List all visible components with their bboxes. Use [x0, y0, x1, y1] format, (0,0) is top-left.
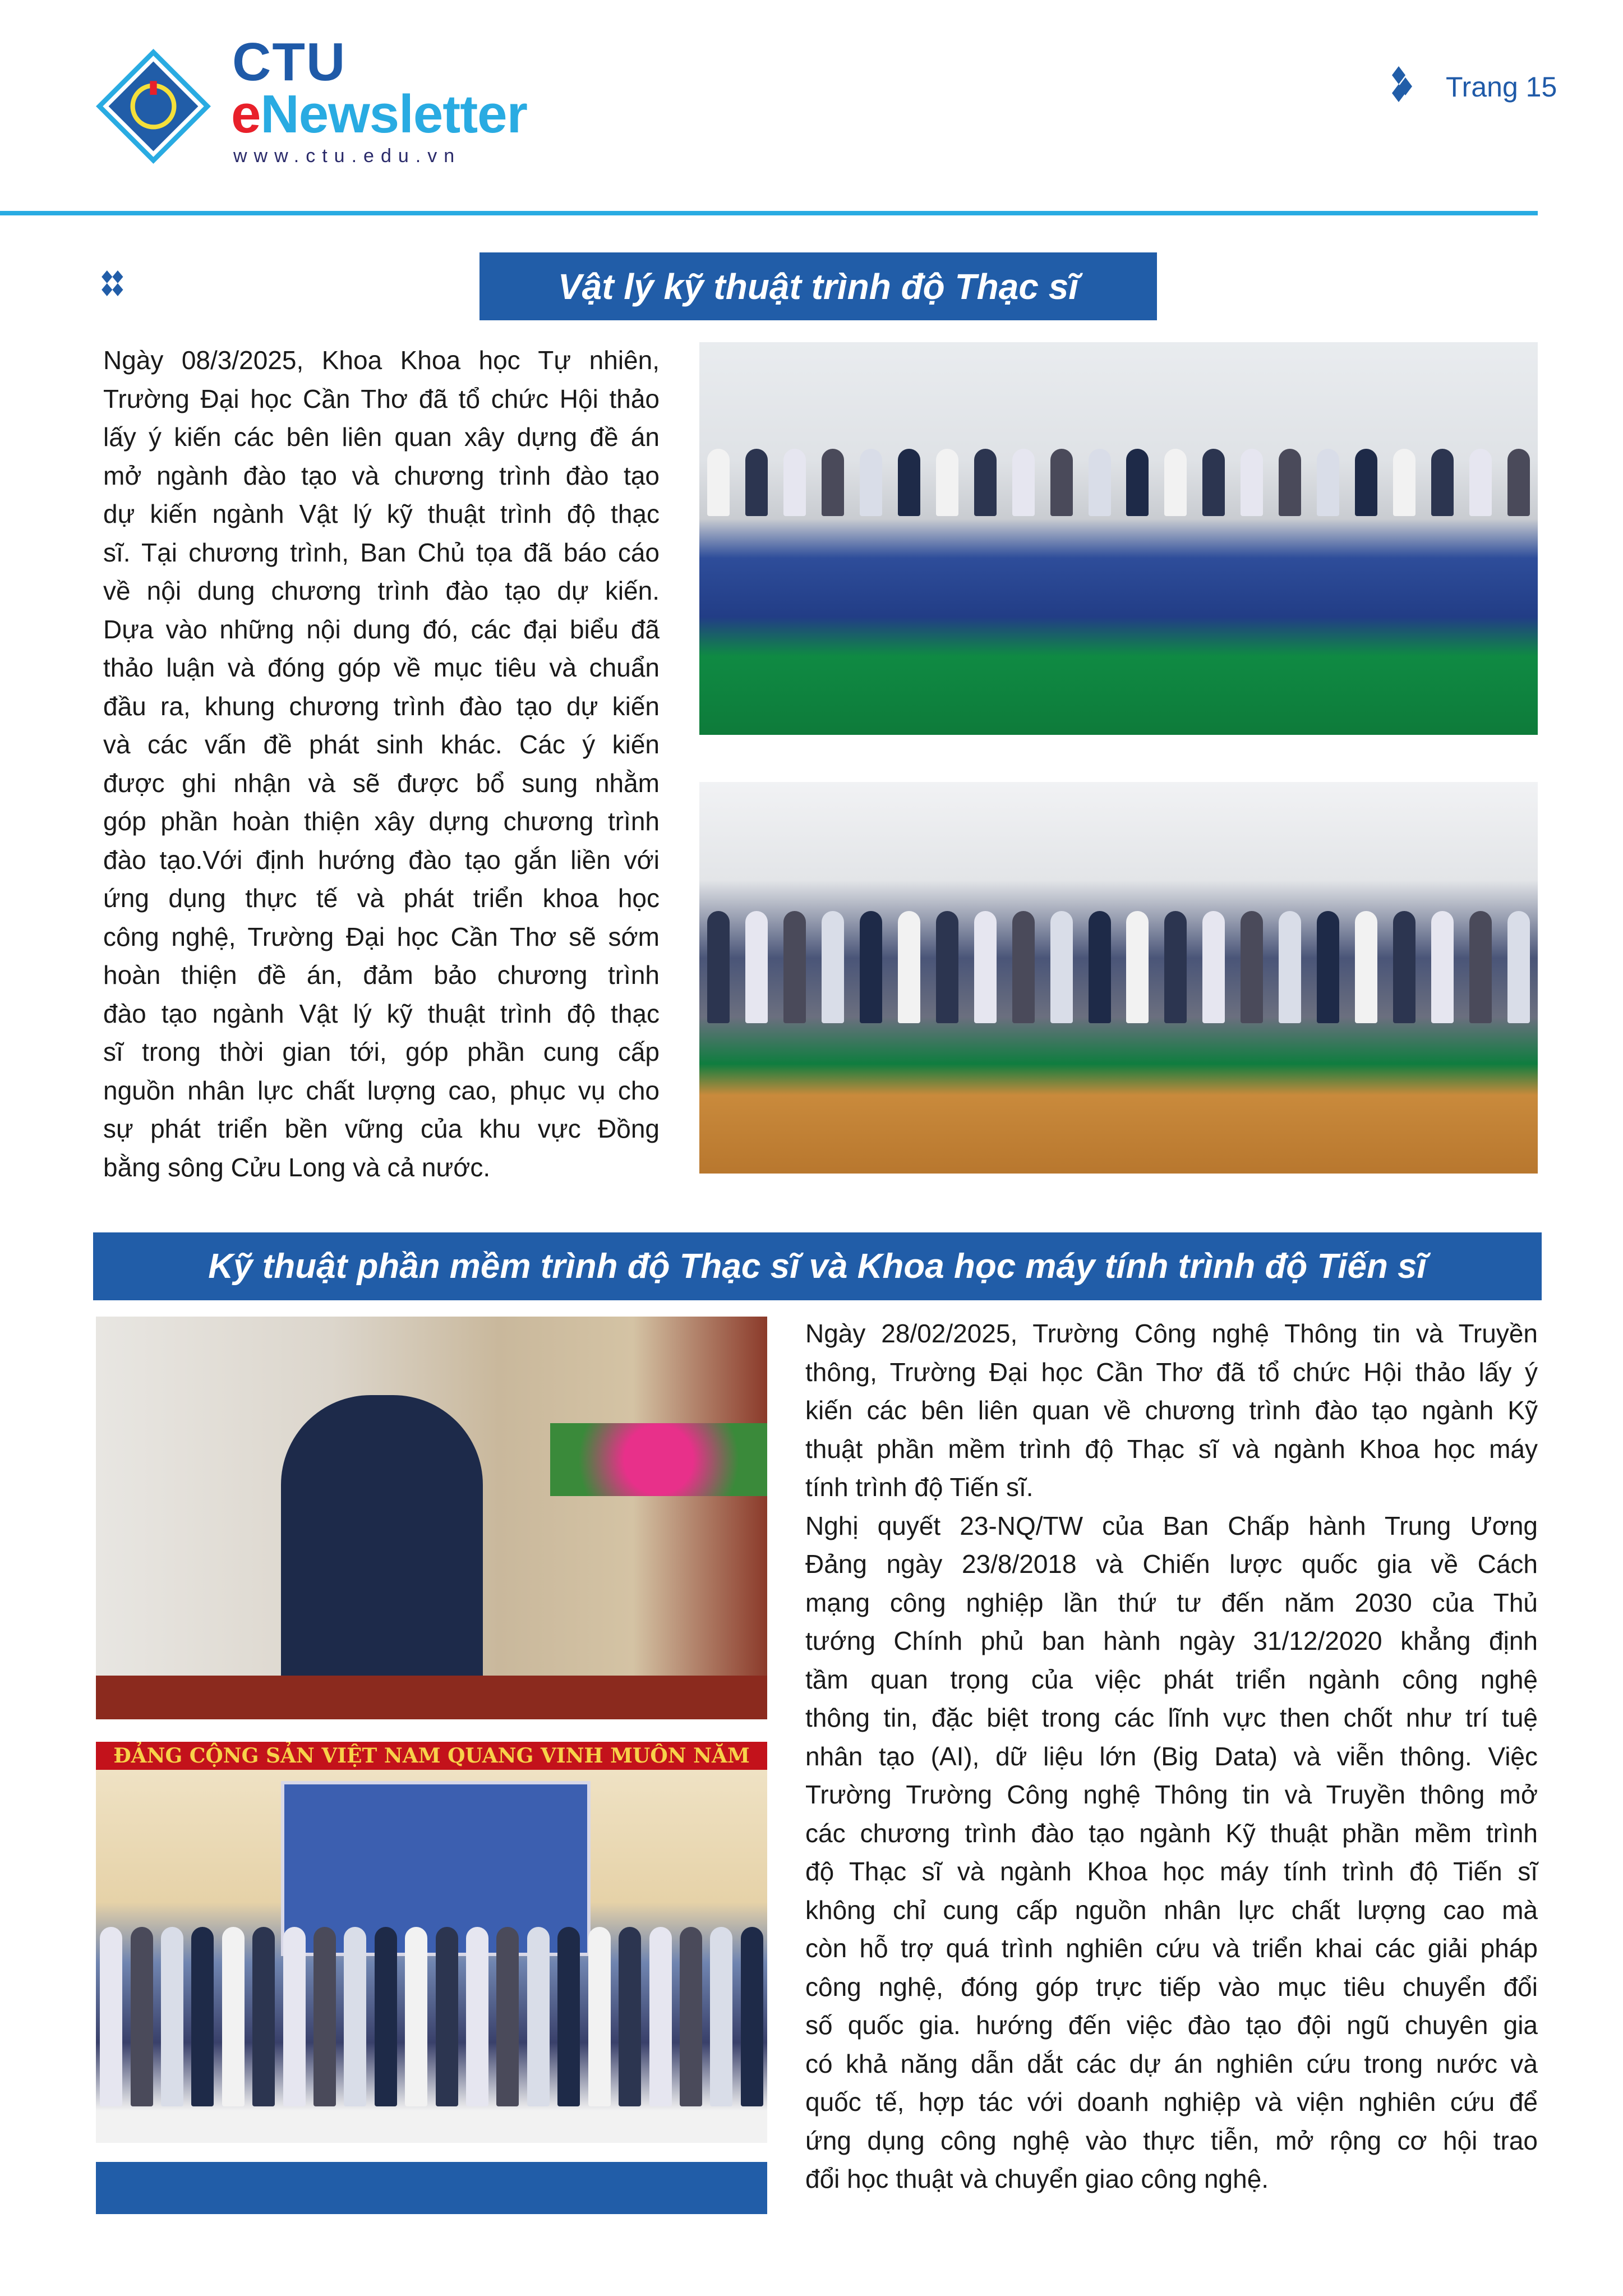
- person-figure: [588, 1927, 611, 2106]
- text-line: mở ngành đào tạo và chương trình đào tạo: [103, 461, 660, 490]
- person-figure: [707, 911, 730, 1023]
- text-line: tầm quan trọng của việc phát triển ngành công nghệ: [805, 1664, 1538, 1694]
- text-line: thông tin, đặc biệt trong các lĩnh vực then chốt như trí tuệ: [805, 1703, 1538, 1732]
- person-figure: [222, 1927, 245, 2106]
- text-line: quốc tế, hợp tác với doanh nghiệp và viện nghiên cứu để: [805, 2087, 1538, 2116]
- person-figure: [1317, 911, 1339, 1023]
- header-divider: [0, 211, 1538, 215]
- person-figure: [1126, 911, 1149, 1023]
- text-line: sĩ. Tại chương trình, Ban Chủ tọa đã báo cáo: [103, 537, 660, 567]
- photo-conference-seated: [699, 342, 1538, 735]
- person-figure: [1164, 449, 1187, 516]
- person-figure: [1355, 911, 1377, 1023]
- brand-ctu: CTU: [232, 32, 347, 92]
- photo-group-physics: [699, 782, 1538, 1174]
- text-line: tính trình độ Tiến sĩ.: [805, 1473, 1034, 1502]
- text-line: thuật phần mềm trình độ Thạc sĩ và ngành Khoa học máy: [805, 1434, 1538, 1464]
- person-figure: [745, 911, 768, 1023]
- person-figure: [527, 1927, 550, 2106]
- person-figure: [710, 1927, 732, 2106]
- person-figure: [436, 1927, 458, 2106]
- text-line: không chỉ cung cấp nguồn nhân lực chất lượng cao mà: [805, 1895, 1538, 1925]
- text-line: mạng công nghiệp lần thứ tư đến năm 2030 của Thủ: [805, 1588, 1538, 1617]
- text-line: đổi học thuật và chuyển giao công nghệ.: [805, 2164, 1269, 2193]
- article-text-software: [805, 1314, 1538, 2198]
- text-line: có khả năng dẫn dắt các dự án nghiên cứu trong nước và: [805, 2049, 1538, 2078]
- text-line: Ngày 08/3/2025, Khoa Khoa học Tự nhiên,: [103, 346, 660, 375]
- person-figure: [822, 911, 844, 1023]
- person-figure: [860, 911, 882, 1023]
- person-figure: [1469, 449, 1492, 516]
- person-figure: [1050, 911, 1073, 1023]
- speaker-figure: [281, 1395, 483, 1719]
- person-figure: [313, 1927, 336, 2106]
- person-figure: [1279, 911, 1301, 1023]
- text-line: đầu ra, khung chương trình đào tạo dự kiến: [103, 691, 660, 721]
- text-line: ứng dụng thực tế và phát triển khoa học: [103, 884, 660, 913]
- text-line: hoàn thiện đề án, đảm bảo chương trình: [103, 960, 660, 990]
- text-line: góp phần hoàn thiện xây dựng chương trình: [103, 807, 660, 836]
- text-line: sự phát triển bền vững của khu vực Đồng: [103, 1114, 660, 1143]
- decorative-bar: [96, 2162, 767, 2214]
- text-line: tướng Chính phủ ban hành ngày 31/12/2020 khẳng định: [805, 1626, 1538, 1655]
- diamond-cluster-icon: [100, 270, 133, 296]
- text-line: ứng dụng công nghệ vào thực tiễn, mở rộng cơ hội trao: [805, 2125, 1538, 2155]
- person-figure: [1012, 449, 1035, 516]
- person-figure: [1241, 449, 1263, 516]
- person-figure: [649, 1927, 672, 2106]
- person-figure: [741, 1927, 763, 2106]
- text-line: dự kiến ngành Vật lý kỹ thuật trình độ thạc: [103, 499, 660, 528]
- section-title-physics: Vật lý kỹ thuật trình độ Thạc sĩ: [479, 252, 1157, 320]
- brand-enewsletter: [231, 84, 527, 144]
- text-line: số quốc gia. hướng đến việc đào tạo đội ngũ chuyên gia: [805, 2010, 1538, 2040]
- text-line: về nội dung chương trình đào tạo dự kiến.: [103, 576, 660, 605]
- person-figure: [974, 449, 997, 516]
- text-line: đào tạo.Với định hướng đào tạo gắn liền với: [103, 845, 660, 875]
- person-figure: [898, 449, 920, 516]
- person-figure: [466, 1927, 488, 2106]
- person-figure: [1431, 449, 1454, 516]
- brand-newsletter: Newsletter: [260, 84, 527, 144]
- text-line: các chương trình đào tạo ngành Kỹ thuật phần mềm trình: [805, 1818, 1538, 1848]
- person-figure: [898, 911, 920, 1023]
- person-figure: [783, 911, 806, 1023]
- person-figure: [1164, 911, 1187, 1023]
- text-line: Trường Đại học Cần Thơ đã tổ chức Hội thảo: [103, 384, 660, 413]
- photo-speaker: [96, 1317, 767, 1719]
- person-figure: [1126, 449, 1149, 516]
- flowers: [550, 1423, 767, 1496]
- person-figure: [745, 449, 768, 516]
- person-figure: [619, 1927, 641, 2106]
- person-figure: [131, 1927, 153, 2106]
- text-line: thảo luận và đóng góp về mục tiêu và chuẩn: [103, 653, 660, 682]
- text-line: và các vấn đề phát sinh khác. Các ý kiến: [103, 730, 660, 759]
- person-figure: [1317, 449, 1339, 516]
- person-figure: [680, 1927, 702, 2106]
- person-figure: [496, 1927, 519, 2106]
- article-text-physics: [103, 341, 660, 1186]
- text-line: Trường Trường Công nghệ Thông tin và Truyền thông mở: [805, 1780, 1538, 1809]
- person-figure: [1469, 911, 1492, 1023]
- person-figure: [1089, 449, 1111, 516]
- person-figure: [100, 1927, 122, 2106]
- text-line: độ Thạc sĩ và ngành Khoa học máy tính trình độ Tiến sĩ: [805, 1857, 1538, 1886]
- text-line: sĩ trong thời gian tới, góp phần cung cấp: [103, 1037, 660, 1066]
- text-line: công nghệ, Trường Đại học Cần Thơ sẽ sớm: [103, 922, 660, 951]
- person-figure: [191, 1927, 214, 2106]
- text-line: kiến các bên liên quan về chương trình đào tạo ngành Kỹ: [805, 1396, 1538, 1425]
- person-figure: [974, 911, 997, 1023]
- person-figure: [822, 449, 844, 516]
- person-figure: [1241, 911, 1263, 1023]
- person-figure: [405, 1927, 427, 2106]
- person-figure: [1279, 449, 1301, 516]
- photo-group-software: [96, 1742, 767, 2143]
- text-line: Nghị quyết 23-NQ/TW của Ban Chấp hành Trung Ương: [805, 1511, 1538, 1540]
- text-line: Ngày 28/02/2025, Trường Công nghệ Thông tin và Truyền: [805, 1319, 1538, 1348]
- text-line: công nghệ, đóng góp trực tiếp vào mục tiêu chuyển đổi: [805, 1972, 1538, 2001]
- person-figure: [936, 449, 958, 516]
- audience-row: [699, 449, 1538, 516]
- text-line: nhân tạo (AI), dữ liệu lớn (Big Data) và viễn thông. Việc: [805, 1741, 1538, 1771]
- brand-e: e: [231, 84, 261, 144]
- diamond-bullet-icon: [1392, 66, 1414, 102]
- person-figure: [1507, 911, 1530, 1023]
- person-figure: [936, 911, 958, 1023]
- person-figure: [783, 449, 806, 516]
- podium: [96, 1676, 767, 1719]
- person-figure: [1393, 911, 1415, 1023]
- group-row: [699, 911, 1538, 1023]
- text-line: Đảng ngày 23/8/2018 và Chiến lược quốc gia về Cách: [805, 1549, 1538, 1579]
- person-figure: [252, 1927, 275, 2106]
- person-figure: [1507, 449, 1530, 516]
- person-figure: [1089, 911, 1111, 1023]
- person-figure: [557, 1927, 580, 2106]
- person-figure: [1012, 911, 1035, 1023]
- section-title-software: Kỹ thuật phần mềm trình độ Thạc sĩ và Khoa học máy tính trình độ Tiến sĩ: [93, 1232, 1542, 1300]
- page-number: Trang 15: [1446, 71, 1557, 103]
- text-line: đào tạo ngành Vật lý kỹ thuật trình độ thạc: [103, 999, 660, 1028]
- text-line: được ghi nhận và sẽ được bổ sung nhằm: [103, 768, 660, 798]
- text-line: bằng sông Cửu Long và cả nước.: [103, 1152, 491, 1182]
- ctu-logo: [96, 49, 211, 164]
- person-figure: [161, 1927, 183, 2106]
- person-figure: [707, 449, 730, 516]
- person-figure: [860, 449, 882, 516]
- text-line: thông, Trường Đại học Cần Thơ đã tổ chức Hội thảo lấy ý: [805, 1357, 1538, 1387]
- person-figure: [1355, 449, 1377, 516]
- person-figure: [283, 1927, 306, 2106]
- text-line: Dựa vào những nội dung đó, các đại biểu đã: [103, 614, 660, 644]
- person-figure: [1202, 911, 1225, 1023]
- text-line: lấy ý kiến các bên liên quan xây dựng đề án: [103, 422, 660, 452]
- person-figure: [375, 1927, 397, 2106]
- person-figure: [1050, 449, 1073, 516]
- person-figure: [344, 1927, 366, 2106]
- person-figure: [1202, 449, 1225, 516]
- photo-banner-text: ĐẢNG CỘNG SẢN VIỆT NAM QUANG VINH MUÔN NĂM: [113, 1744, 750, 1768]
- person-figure: [1393, 449, 1415, 516]
- person-figure: [1431, 911, 1454, 1023]
- text-line: nguồn nhân lực chất lượng cao, phục vụ cho: [103, 1075, 660, 1105]
- website-url: www.ctu.edu.vn: [233, 145, 462, 167]
- text-line: còn hỗ trợ quá trình nghiên cứu và triển khai các giải pháp: [805, 1934, 1538, 1963]
- group-row: [96, 1927, 767, 2106]
